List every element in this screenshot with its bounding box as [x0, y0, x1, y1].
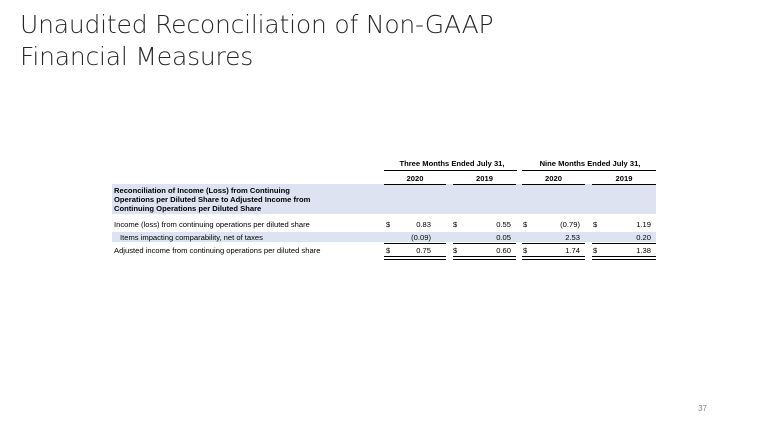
row-label-income-loss: Income (loss) from continuing operations per diluted share — [114, 220, 310, 229]
slide-title-line-1: Unaudited Reconciliation of Non-GAAP — [20, 10, 494, 39]
year-header-2019-n: 2019 — [615, 174, 633, 183]
total-double-line-1 — [384, 256, 446, 260]
total-double-line-4 — [592, 256, 656, 260]
page-number: 37 — [698, 404, 707, 413]
value-r2-c2: 0.05 — [496, 233, 511, 242]
value-r1-c4: 1.19 — [636, 220, 651, 229]
slide-title-line-2: Financial Measures — [20, 42, 254, 71]
total-double-line-3 — [522, 256, 585, 260]
subtotal-line-4 — [592, 243, 656, 244]
period-header-nine-months: Nine Months Ended July 31, — [539, 159, 641, 168]
dollar-sign: $ — [453, 246, 458, 255]
slide-title — [20, 9, 580, 73]
year-header-2020-q: 2020 — [406, 174, 424, 183]
value-r3-c4: 1.38 — [636, 246, 651, 255]
year-underline-2 — [453, 184, 516, 185]
value-r3-c1: 0.75 — [416, 246, 431, 255]
row-label-items-impacting: Items impacting comparability, net of taxes — [120, 233, 263, 242]
year-underline-1 — [384, 184, 446, 185]
section-label-line-1: Reconciliation of Income (Loss) from Continuing — [114, 186, 290, 195]
dollar-sign: $ — [523, 220, 528, 229]
value-r1-c3: (0.79) — [560, 220, 580, 229]
value-r1-c2: 0.55 — [496, 220, 511, 229]
period-underline-nine — [522, 170, 656, 171]
subtotal-line-2 — [453, 243, 516, 244]
section-label-line-2: Operations per Diluted Share to Adjusted Income from — [114, 195, 311, 204]
dollar-sign: $ — [523, 246, 528, 255]
value-r3-c2: 0.60 — [496, 246, 511, 255]
value-r2-c3: 2.53 — [565, 233, 580, 242]
dollar-sign: $ — [593, 220, 598, 229]
year-header-2019-q: 2019 — [476, 174, 493, 183]
year-header-2020-n: 2020 — [545, 174, 562, 183]
period-underline-three — [384, 170, 517, 171]
dollar-sign: $ — [453, 220, 458, 229]
dollar-sign: $ — [386, 246, 391, 255]
value-r1-c1: 0.83 — [416, 220, 431, 229]
year-underline-4 — [592, 184, 656, 185]
section-label-line-3: Continuing Operations per Diluted Share — [114, 204, 262, 213]
dollar-sign: $ — [386, 220, 391, 229]
subtotal-line-1 — [384, 243, 446, 244]
section-label — [114, 186, 310, 213]
value-r2-c1: (0.09) — [411, 233, 431, 242]
period-header-three-months: Three Months Ended July 31, — [399, 159, 505, 168]
total-double-line-2 — [453, 256, 516, 260]
year-underline-3 — [522, 184, 585, 185]
row-label-adjusted-income: Adjusted income from continuing operations per diluted share — [114, 246, 321, 255]
dollar-sign: $ — [593, 246, 598, 255]
value-r2-c4: 0.20 — [636, 233, 651, 242]
value-r3-c3: 1.74 — [565, 246, 580, 255]
subtotal-line-3 — [522, 243, 585, 244]
